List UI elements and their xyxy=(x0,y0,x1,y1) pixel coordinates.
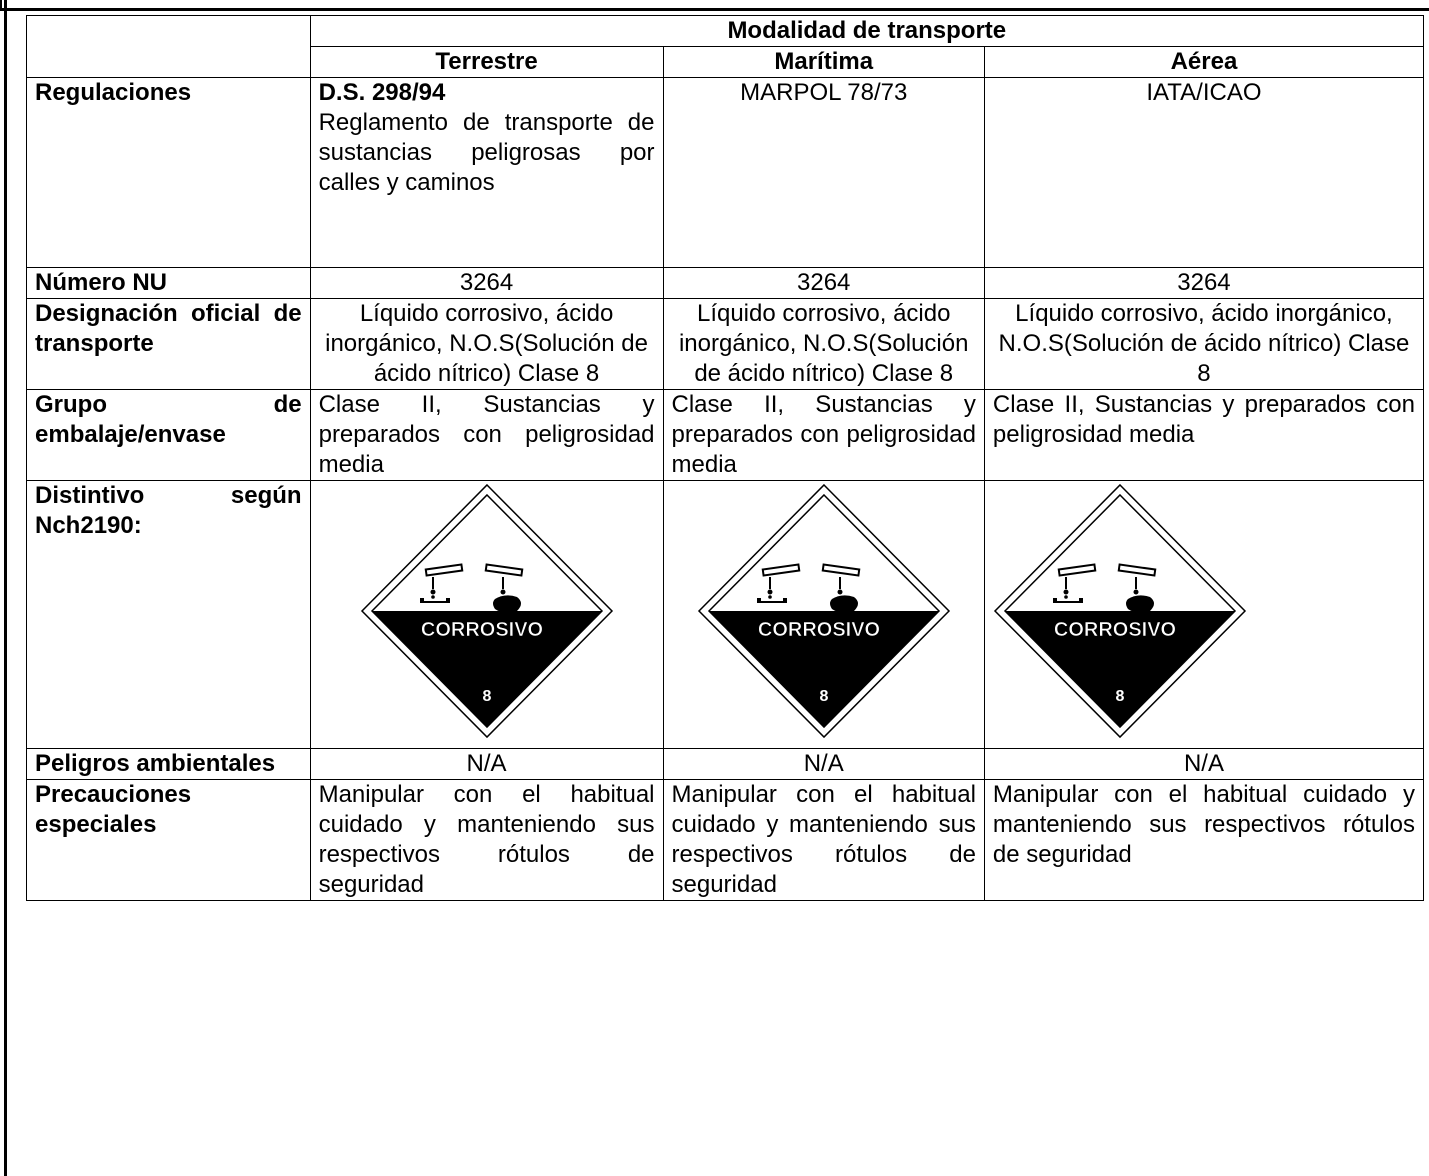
page-frame-top-rule xyxy=(0,8,1429,11)
table-row-peligros xyxy=(27,749,1424,780)
placard-word: CORROSIVO xyxy=(420,618,543,641)
placard-word: CORROSIVO xyxy=(757,618,880,641)
row-label-precauciones: Precauciones especiales xyxy=(27,780,311,901)
cell-grupo-terrestre: Clase II, Sustancias y preparados con peligrosidad media xyxy=(310,390,663,481)
table-row-grupo xyxy=(27,390,1424,481)
row-label-grupo: Grupo de embalaje/envase xyxy=(27,390,311,481)
cell-regulaciones-terrestre xyxy=(310,78,663,268)
regulation-title-terrestre: D.S. 298/94 xyxy=(318,79,446,106)
cell-grupo-maritima: Clase II, Sustancias y preparados con peligrosidad media xyxy=(663,390,984,481)
corrosive-placard-icon xyxy=(697,483,951,739)
cell-peligros-maritima: N/A xyxy=(663,749,984,780)
placard-class: 8 xyxy=(482,687,491,705)
cell-designacion-maritima: Líquido corrosivo, ácido inorgánico, N.O.S(Solución de ácido nítrico) Clase 8 xyxy=(663,299,984,390)
cell-precauciones-maritima: Manipular con el habitual cuidado y manteniendo sus respectivos rótulos de seguridad xyxy=(663,780,984,901)
cell-distintivo-aerea xyxy=(984,481,1423,749)
cell-precauciones-terrestre: Manipular con el habitual cuidado y manteniendo sus respectivos rótulos de seguridad xyxy=(310,780,663,901)
table-row-distintivo xyxy=(27,481,1424,749)
placard-word: CORROSIVO xyxy=(1053,618,1177,641)
empty-corner-cell xyxy=(27,16,311,78)
cell-regulaciones-aerea: IATA/ICAO xyxy=(984,78,1423,268)
corrosive-placard-icon xyxy=(993,483,1247,739)
cell-numero-nu-maritima: 3264 xyxy=(663,268,984,299)
cell-distintivo-terrestre xyxy=(310,481,663,749)
cell-peligros-terrestre: N/A xyxy=(310,749,663,780)
cell-regulaciones-maritima: MARPOL 78/73 xyxy=(663,78,984,268)
row-label-designacion: Designación oficial de transporte xyxy=(27,299,311,390)
group-header-cell: Modalidad de transporte xyxy=(310,16,1423,47)
placard-class: 8 xyxy=(1115,687,1125,705)
row-label-numero-nu: Número NU xyxy=(27,268,311,299)
cell-peligros-aerea: N/A xyxy=(984,749,1423,780)
row-label-regulaciones: Regulaciones xyxy=(27,78,311,268)
cell-designacion-aerea: Líquido corrosivo, ácido inorgánico, N.O.S(Solución de ácido nítrico) Clase 8 xyxy=(984,299,1423,390)
column-header-aerea: Aérea xyxy=(984,47,1423,78)
row-label-peligros: Peligros ambientales xyxy=(27,749,311,780)
cell-precauciones-aerea: Manipular con el habitual cuidado y manteniendo sus respectivos rótulos de seguridad xyxy=(984,780,1423,901)
cell-grupo-aerea: Clase II, Sustancias y preparados con peligrosidad media xyxy=(984,390,1423,481)
table-row-precauciones xyxy=(27,780,1424,901)
column-header-terrestre: Terrestre xyxy=(310,47,663,78)
cell-numero-nu-aerea: 3264 xyxy=(984,268,1423,299)
table-row-regulaciones xyxy=(27,78,1424,268)
row-label-distintivo: Distintivo según Nch2190: xyxy=(27,481,311,749)
page-frame-left-rule xyxy=(4,0,7,1176)
column-header-maritima: Marítima xyxy=(663,47,984,78)
table-row-designacion xyxy=(27,299,1424,390)
table-header-row-group xyxy=(27,16,1424,47)
corrosive-placard-icon xyxy=(360,483,614,739)
table-row-numero-nu xyxy=(27,268,1424,299)
cell-designacion-terrestre: Líquido corrosivo, ácido inorgánico, N.O.S(Solución de ácido nítrico) Clase 8 xyxy=(310,299,663,390)
placard-class: 8 xyxy=(819,687,829,705)
cell-distintivo-maritima xyxy=(663,481,984,749)
transport-info-table xyxy=(26,15,1424,901)
cell-numero-nu-terrestre: 3264 xyxy=(310,268,663,299)
regulation-text-terrestre: Reglamento de transporte de sustancias peligrosas por calles y caminos xyxy=(318,109,655,196)
